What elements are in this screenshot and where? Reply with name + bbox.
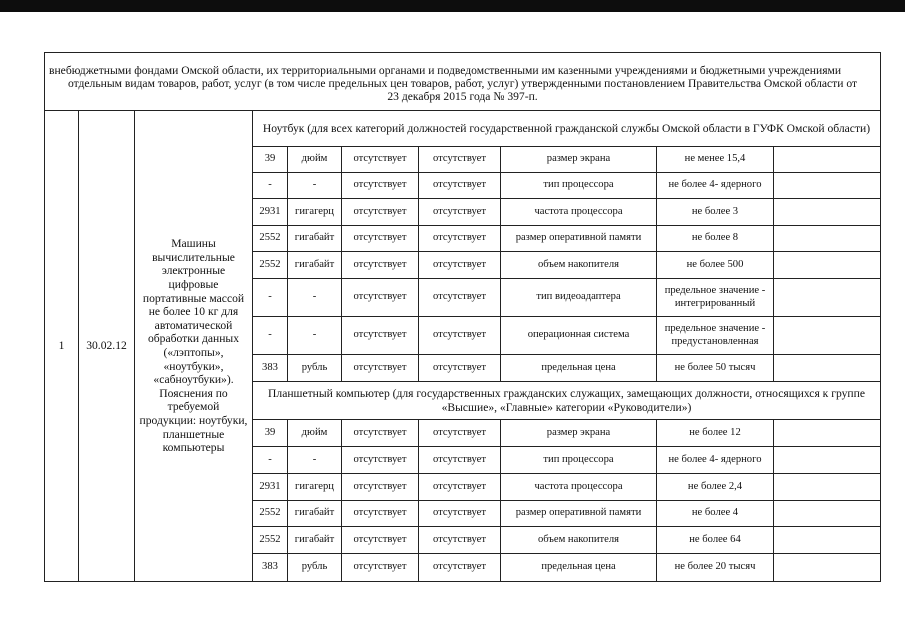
row-unit-code: - xyxy=(253,447,288,473)
table-row xyxy=(253,147,880,173)
column-number xyxy=(45,111,79,581)
row-extra xyxy=(774,554,880,581)
row-characteristic: тип процессора xyxy=(501,447,657,473)
row-requirement-2: отсутствует xyxy=(419,527,501,553)
row-requirement-1: отсутствует xyxy=(342,474,419,500)
table-row xyxy=(253,355,880,382)
row-requirement-1: отсутствует xyxy=(342,147,419,172)
row-extra xyxy=(774,474,880,500)
entry-number: 1 xyxy=(58,339,65,353)
row-requirement-1: отсутствует xyxy=(342,355,419,381)
row-unit-code: 2552 xyxy=(253,226,288,251)
row-characteristic: объем накопителя xyxy=(501,527,657,553)
row-unit-name: гигабайт xyxy=(288,527,342,553)
group-title: Планшетный компьютер (для государственных гражданских служащих, замещающих должности, относящихся к группе «Высшие», «Главные» категории «Руководители») xyxy=(268,387,865,414)
row-unit-code: 2931 xyxy=(253,199,288,225)
row-value: не более 64 xyxy=(657,527,774,553)
row-extra xyxy=(774,355,880,381)
row-characteristic: тип видеоадаптера xyxy=(501,279,657,316)
row-extra xyxy=(774,199,880,225)
row-requirement-2: отсутствует xyxy=(419,501,501,526)
table-row xyxy=(253,501,880,527)
row-extra xyxy=(774,279,880,316)
row-extra xyxy=(774,226,880,251)
row-extra xyxy=(774,173,880,198)
row-characteristic: частота процессора xyxy=(501,199,657,225)
table-row xyxy=(253,447,880,474)
row-requirement-1: отсутствует xyxy=(342,447,419,473)
row-value: не более 20 тысяч xyxy=(657,554,774,581)
row-unit-name: гигабайт xyxy=(288,226,342,251)
row-unit-name: дюйм xyxy=(288,420,342,446)
row-requirement-2: отсутствует xyxy=(419,474,501,500)
row-extra xyxy=(774,147,880,172)
row-characteristic: размер экрана xyxy=(501,147,657,172)
row-value: не более 500 xyxy=(657,252,774,278)
row-unit-name: гигагерц xyxy=(288,199,342,225)
row-unit-code: 2931 xyxy=(253,474,288,500)
row-extra xyxy=(774,317,880,354)
row-requirement-1: отсутствует xyxy=(342,279,419,316)
row-requirement-2: отсутствует xyxy=(419,317,501,354)
row-unit-name: - xyxy=(288,317,342,354)
row-requirement-1: отсутствует xyxy=(342,199,419,225)
table-row xyxy=(253,199,880,226)
row-requirement-2: отсутствует xyxy=(419,554,501,581)
row-characteristic: размер экрана xyxy=(501,420,657,446)
row-value: не более 4 xyxy=(657,501,774,526)
row-unit-code: 383 xyxy=(253,355,288,381)
row-requirement-1: отсутствует xyxy=(342,420,419,446)
row-unit-name: гигабайт xyxy=(288,252,342,278)
row-characteristic: предельная цена xyxy=(501,355,657,381)
row-requirement-1: отсутствует xyxy=(342,226,419,251)
row-characteristic: размер оперативной памяти xyxy=(501,501,657,526)
row-requirement-2: отсутствует xyxy=(419,355,501,381)
row-value: предельное значение - предустановленная xyxy=(657,317,774,354)
row-unit-name: - xyxy=(288,447,342,473)
row-characteristic: операционная система xyxy=(501,317,657,354)
row-requirement-2: отсутствует xyxy=(419,199,501,225)
column-okpd-code xyxy=(79,111,135,581)
row-extra xyxy=(774,501,880,526)
row-value: не более 3 xyxy=(657,199,774,225)
table-row xyxy=(253,279,880,317)
row-value: не менее 15,4 xyxy=(657,147,774,172)
row-unit-name: - xyxy=(288,279,342,316)
intro-paragraph xyxy=(45,53,880,111)
row-unit-code: 2552 xyxy=(253,252,288,278)
row-unit-code: 39 xyxy=(253,147,288,172)
row-requirement-2: отсутствует xyxy=(419,147,501,172)
row-characteristic: объем накопителя xyxy=(501,252,657,278)
row-requirement-1: отсутствует xyxy=(342,173,419,198)
row-characteristic: предельная цена xyxy=(501,554,657,581)
row-unit-code: 383 xyxy=(253,554,288,581)
row-unit-code: 2552 xyxy=(253,501,288,526)
row-requirement-1: отсутствует xyxy=(342,527,419,553)
row-unit-code: 39 xyxy=(253,420,288,446)
row-extra xyxy=(774,420,880,446)
table-row xyxy=(253,554,880,581)
row-requirement-2: отсутствует xyxy=(419,252,501,278)
row-extra xyxy=(774,252,880,278)
row-value: не более 4- ядерного xyxy=(657,447,774,473)
row-unit-code: - xyxy=(253,317,288,354)
row-extra xyxy=(774,527,880,553)
row-requirement-2: отсутствует xyxy=(419,173,501,198)
row-requirement-1: отсутствует xyxy=(342,317,419,354)
group-header-laptop xyxy=(253,111,880,147)
scan-top-band xyxy=(0,0,905,12)
row-value: не более 2,4 xyxy=(657,474,774,500)
row-requirement-1: отсутствует xyxy=(342,501,419,526)
row-extra xyxy=(774,447,880,473)
row-value: не более 12 xyxy=(657,420,774,446)
row-unit-name: рубль xyxy=(288,355,342,381)
row-requirement-2: отсутствует xyxy=(419,226,501,251)
row-unit-name: рубль xyxy=(288,554,342,581)
row-unit-name: - xyxy=(288,173,342,198)
row-requirement-2: отсутствует xyxy=(419,447,501,473)
document-table xyxy=(44,52,881,582)
group-header-tablet xyxy=(253,382,880,420)
row-unit-code: - xyxy=(253,173,288,198)
group-title: Ноутбук (для всех категорий должностей государственной гражданской службы Омской области в ГУФК Омской области) xyxy=(262,121,871,135)
table-row xyxy=(253,527,880,554)
entry-description: Машины вычислительные электронные цифровые портативные массой не более 10 кг для автоматической обработки данных («лэптопы», «ноутбуки», «сабноутбуки»). Пояснения по требуемой продукции: ноутбуки, планшетные компьютеры xyxy=(139,237,248,455)
row-unit-code: - xyxy=(253,279,288,316)
row-unit-name: гигагерц xyxy=(288,474,342,500)
intro-line-2: отдельным видам товаров, работ, услуг (в том числе предельных цен товаров, работ, услуг) утвержденными постановлением Правительства Омской области от xyxy=(67,77,858,91)
row-requirement-1: отсутствует xyxy=(342,252,419,278)
table-row xyxy=(253,252,880,279)
row-unit-name: гигабайт xyxy=(288,501,342,526)
table-row xyxy=(253,226,880,252)
row-value: предельное значение - интегрированный xyxy=(657,279,774,316)
intro-line-1: внебюджетными фондами Омской области, их территориальными органами и подведомственными им казенными учреждениями и бюджетными учреждениями xyxy=(49,64,842,77)
row-unit-name: дюйм xyxy=(288,147,342,172)
row-value: не более 50 тысяч xyxy=(657,355,774,381)
row-value: не более 8 xyxy=(657,226,774,251)
table-row xyxy=(253,474,880,501)
row-characteristic: размер оперативной памяти xyxy=(501,226,657,251)
table-row xyxy=(253,420,880,447)
entry-code: 30.02.12 xyxy=(86,339,127,353)
column-description xyxy=(135,111,253,581)
row-characteristic: тип процессора xyxy=(501,173,657,198)
table-row xyxy=(253,317,880,355)
row-requirement-2: отсутствует xyxy=(419,279,501,316)
intro-line-3: 23 декабря 2015 года № 397-п. xyxy=(387,90,538,104)
row-value: не более 4- ядерного xyxy=(657,173,774,198)
row-requirement-2: отсутствует xyxy=(419,420,501,446)
table-row xyxy=(253,173,880,199)
row-unit-code: 2552 xyxy=(253,527,288,553)
row-requirement-1: отсутствует xyxy=(342,554,419,581)
row-characteristic: частота процессора xyxy=(501,474,657,500)
